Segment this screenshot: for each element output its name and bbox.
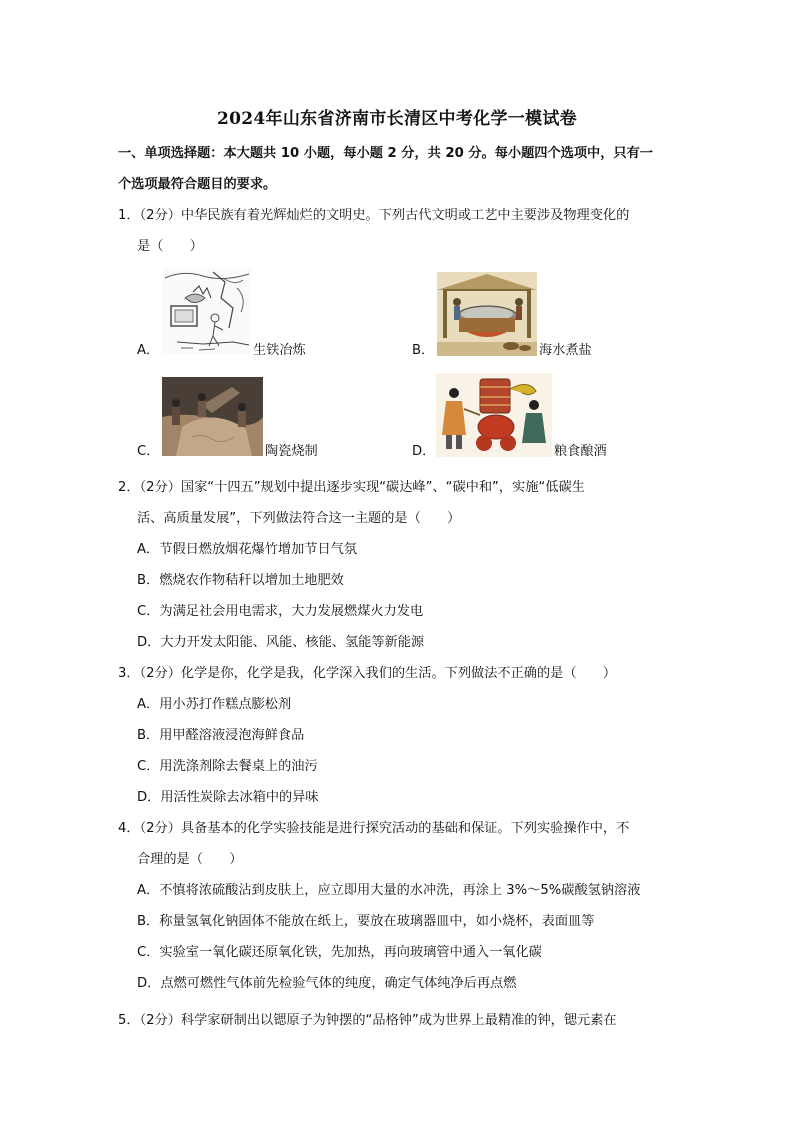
q4-option-d: D．点燃可燃性气体前先检验气体的纯度，确定气体纯净后再点燃	[137, 976, 517, 991]
q1-option-a-caption: 生铁冶炼	[253, 343, 306, 358]
sea-salt-boiling-illustration	[437, 272, 537, 356]
q2-stem-line2: 活、高质量发展”，下列做法符合这一主题的是（ ）	[137, 511, 461, 526]
ceramics-firing-photo	[162, 377, 263, 456]
q1-option-b-caption: 海水煮盐	[539, 343, 592, 358]
q1-option-b-letter: B．	[412, 343, 435, 358]
section-heading-line1: 一、单项选择题：本大题共 10 小题，每小题 2 分，共 20 分。每小题四个选项中，只有一	[118, 146, 653, 161]
q4-option-c: C．实验室一氧化碳还原氧化铁，先加热，再向玻璃管中通入一氧化碳	[137, 945, 542, 960]
exam-title: 2024年山东省济南市长清区中考化学一模试卷	[217, 109, 577, 129]
q2-option-a: A．节假日燃放烟花爆竹增加节日气氛	[137, 542, 358, 557]
q1-option-d-letter: D．	[412, 444, 436, 459]
q1-option-c-letter: C．	[137, 444, 160, 459]
q1-option-a-letter: A．	[137, 343, 160, 358]
q3-option-a: A．用小苏打作糕点膨松剂	[137, 697, 292, 712]
q4-option-b: B．称量氢氧化钠固体不能放在纸上，要放在玻璃器皿中，如小烧杯，表面皿等	[137, 914, 595, 929]
q1-option-c-caption: 陶瓷烧制	[265, 444, 318, 459]
q3-stem-line1: 3．（2分）化学是你，化学是我，化学深入我们的生活。下列做法不正确的是（ ）	[118, 666, 617, 681]
q2-option-c: C．为满足社会用电需求，大力发展燃煤火力发电	[137, 604, 424, 619]
q4-stem-line2: 合理的是（ ）	[137, 852, 243, 867]
q2-stem-line1: 2．（2分）国家“十四五”规划中提出逐步实现“碳达峰”、“碳中和”，实施“低碳生	[118, 480, 585, 495]
q4-stem-line1: 4．（2分）具备基本的化学实验技能是进行探究活动的基础和保证。下列实验操作中，不	[118, 821, 630, 836]
q3-option-b: B．用甲醛溶液浸泡海鲜食品	[137, 728, 305, 743]
q1-stem-line1: 1．（2分）中华民族有着光辉灿烂的文明史。下列古代文明或工艺中主要涉及物理变化的	[118, 208, 630, 223]
q3-option-d: D．用活性炭除去冰箱中的异味	[137, 790, 319, 805]
q2-option-b: B．燃烧农作物秸秆以增加土地肥效	[137, 573, 344, 588]
q1-option-d-caption: 粮食酿酒	[554, 444, 607, 459]
iron-smelting-illustration	[163, 268, 251, 354]
q4-option-a: A．不慎将浓硫酸沾到皮肤上，应立即用大量的水冲洗，再涂上 3%～5%碳酸氢钠溶液	[137, 883, 641, 898]
q5-stem-line1: 5．（2分）科学家研制出以锶原子为钟摆的“品格钟”成为世界上最精准的钟，锶元素在	[118, 1013, 617, 1028]
section-heading-line2: 个选项最符合题目的要求。	[118, 177, 277, 192]
q3-option-c: C．用洗涤剂除去餐桌上的油污	[137, 759, 318, 774]
grain-wine-brewing-illustration	[436, 373, 552, 457]
q2-option-d: D．大力开发太阳能、风能、核能、氢能等新能源	[137, 635, 425, 650]
q1-stem-line2: 是（ ）	[137, 239, 203, 254]
